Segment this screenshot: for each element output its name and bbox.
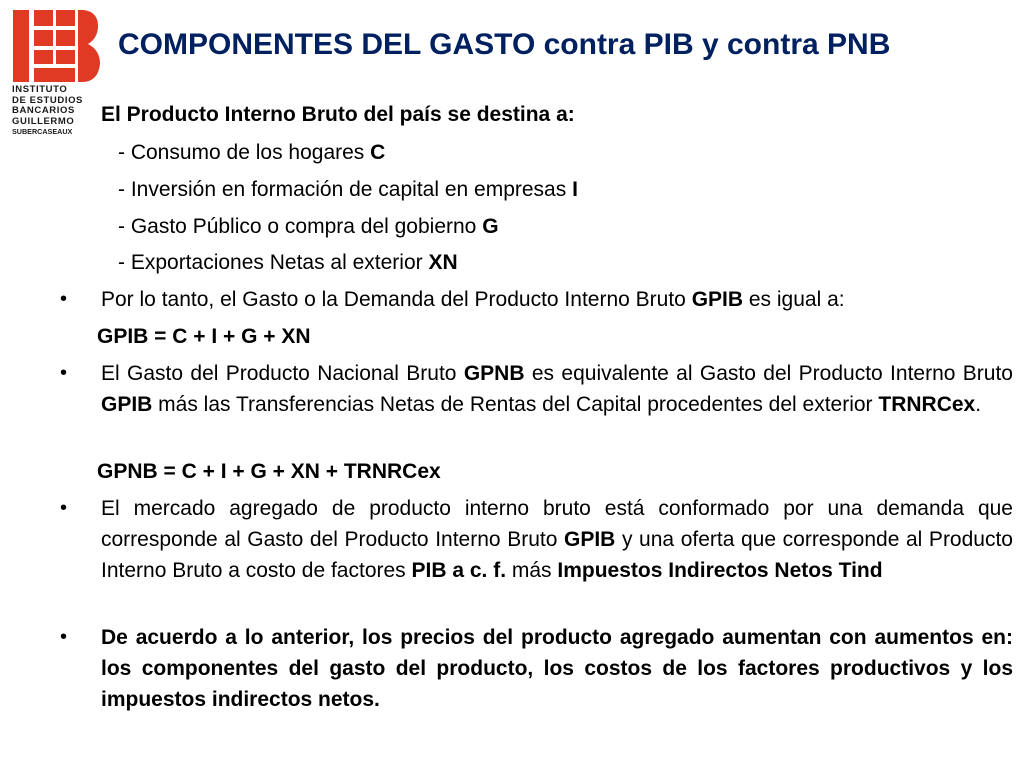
logo-text [12, 85, 102, 138]
component-text: - Exportaciones Netas al exterior [118, 251, 429, 274]
text-run: El Gasto del Producto Nacional Bruto [101, 362, 464, 385]
text-run-bold: GPNB [463, 362, 525, 385]
component-code: I [572, 178, 578, 201]
component-item [118, 211, 499, 242]
component-text: - Inversión en formación de capital en empresas [118, 178, 573, 201]
text-run: Por lo tanto, el Gasto o la Demanda del Producto Interno Bruto [101, 288, 692, 311]
text-run: El mercado agregado de producto interno bruto está conformado por una demanda que corresponde al Gasto del Producto Interno Bruto [101, 497, 1013, 551]
text-run: más [506, 559, 558, 582]
logo-line-5: SUBERCASEAUX [12, 127, 73, 136]
text-run-bold: GPIB [691, 288, 744, 311]
text-run-bold: GPIB [564, 528, 616, 551]
component-text: - Gasto Público o compra del gobierno [118, 215, 483, 238]
component-item [118, 137, 385, 168]
text-run: y una oferta que corresponde al Producto Interno Bruto a costo de factores [101, 528, 1013, 582]
formula-gpnb: GPNB = C + I + G + XN + TRNRCex [97, 460, 441, 483]
component-text: - Consumo de los hogares [118, 141, 371, 164]
bullet-paragraph-3 [101, 493, 1013, 586]
text-run: es igual a: [743, 288, 845, 311]
logo-line-3: BANCARIOS [12, 105, 75, 116]
text-run-bold: Impuestos Indirectos Netos Tind [557, 559, 883, 582]
bullet-marker: • [60, 362, 68, 384]
component-item [118, 247, 458, 278]
text-run: más las Transferencias Netas de Rentas del Capital procedentes del exterior [152, 393, 879, 416]
text-run-bold: GPIB [101, 393, 153, 416]
bullet-paragraph-2 [101, 358, 1013, 420]
formula-gpib: GPIB = C + I + G + XN [97, 325, 311, 348]
component-code: XN [428, 251, 458, 274]
institute-logo [12, 8, 102, 148]
intro-line: El Producto Interno Bruto del país se destina a: [101, 103, 575, 126]
bullet-marker: • [60, 626, 68, 648]
logo-line-4: GUILLERMO [12, 115, 75, 127]
component-item [118, 174, 578, 205]
logo-line-2: DE ESTUDIOS [12, 94, 83, 106]
text-run: es equivalente al Gasto del Producto Interno Bruto [524, 362, 1013, 385]
logo-line-1: INSTITUTO [12, 84, 68, 95]
text-run-bold: TRNRCex [878, 393, 976, 416]
logo-mark-icon [12, 8, 102, 84]
bullet-marker: • [60, 288, 68, 310]
text-run-bold: PIB a c. f. [411, 559, 507, 582]
slide-title: COMPONENTES DEL GASTO contra PIB y contra PNB [118, 28, 891, 61]
bullet-paragraph-4: De acuerdo a lo anterior, los precios del producto agregado aumentan con aumentos en: los componentes del gasto del producto, los costos de los factores productivos y los impuestos indirectos netos. [101, 626, 1013, 711]
bullet-paragraph-1 [101, 284, 1013, 315]
text-run: . [975, 393, 982, 416]
bullet-marker: • [60, 497, 68, 519]
component-code: C [370, 141, 386, 164]
component-code: G [482, 215, 499, 238]
